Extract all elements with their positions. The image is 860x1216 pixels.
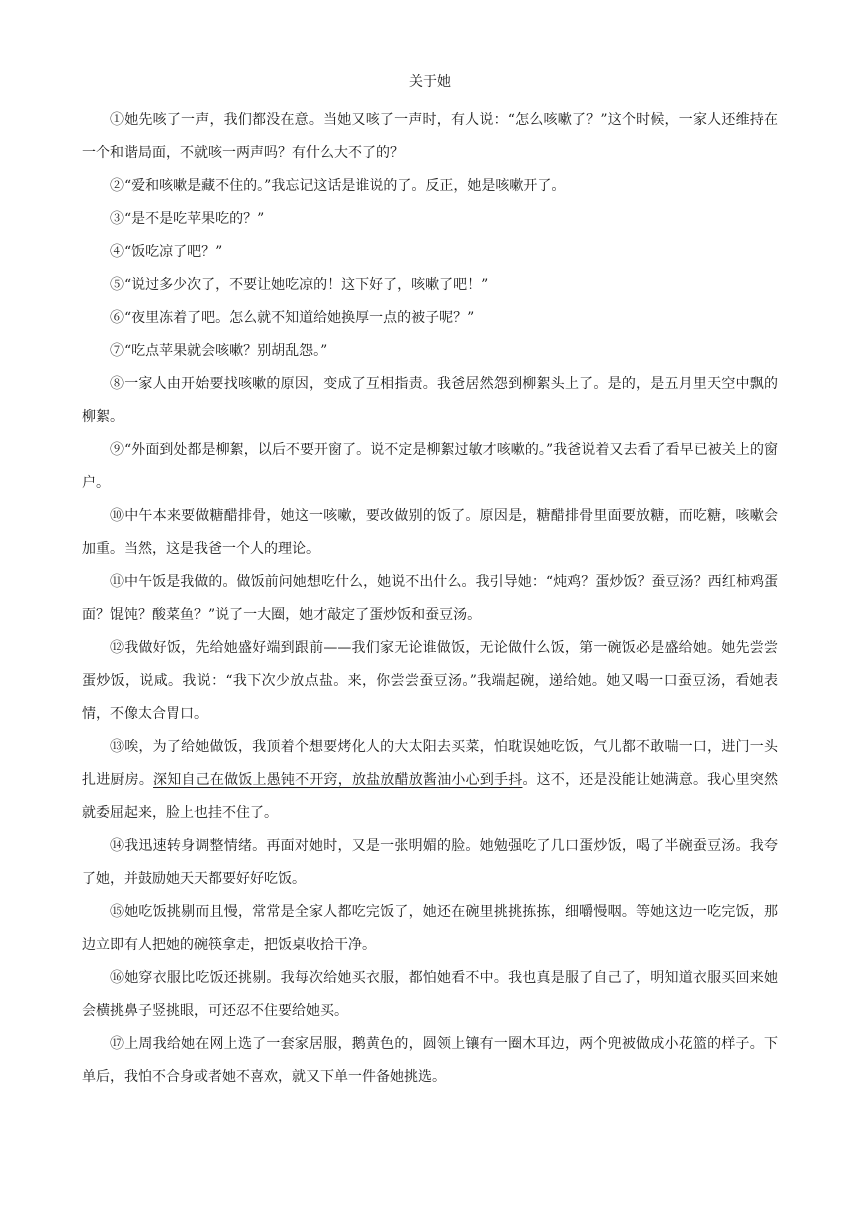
paragraph-6: ⑥“夜里冻着了吧。怎么就不知道给她换厚一点的被子呢？” bbox=[110, 310, 475, 326]
paragraph-14: ⑭我迅速转身调整情绪。再面对她时，又是一张明媚的脸。她勉强吃了几口蛋炒饭，喝了半碗蚕豆汤。我夸了她，并鼓励她天天都要好好吃饭。 bbox=[82, 838, 778, 887]
paragraph-13-after: 。这不，还是没能让她满意。我心里突然就委屈起来，脸上也挂不住了。 bbox=[82, 772, 779, 821]
paragraph-15: ⑮她吃饭挑剔而且慢，常常是全家人都吃完饭了，她还在碗里挑挑拣拣，细嚼慢咽。等她这边一吃完饭，那边立即有人把她的碗筷拿走，把饭桌收拾干净。 bbox=[82, 904, 778, 953]
paragraph-11: ⑪中午饭是我做的。做饭前问她想吃什么，她说不出什么。我引导她：“炖鸡？蛋炒饭？蚕豆汤？西红柿鸡蛋面？馄饨？酸菜鱼？”说了一大圈，她才敲定了蛋炒饭和蚕豆汤。 bbox=[82, 574, 778, 623]
paragraph-13 bbox=[82, 731, 778, 830]
paragraph-3: ③“是不是吃苹果吃的？” bbox=[110, 211, 265, 227]
paragraph-8: ⑧一家人由开始要找咳嗽的原因，变成了互相指责。我爸居然怨到柳絮头上了。是的，是五月里天空中飘的柳絮。 bbox=[82, 376, 778, 425]
paragraph-13-before: ⑬唉，为了给她做饭，我顶着个想要烤化人的大太阳去买菜，怕耽误她吃饭，气儿都不敢喘一口，进门一头扎进厨房。 bbox=[82, 739, 778, 788]
paragraph-1: ①她先咳了一声，我们都没在意。当她又咳了一声时，有人说：“怎么咳嗽了？”这个时候，一家人还维持在一个和谐局面，不就咳一两声吗？有什么大不了的？ bbox=[82, 112, 778, 161]
paragraph-12: ⑫我做好饭，先给她盛好端到跟前——我们家无论谁做饭，无论做什么饭，第一碗饭必是盛给她。她先尝尝蛋炒饭，说咸。我说：“我下次少放点盐。来，你尝尝蚕豆汤。”我端起碗，递给她。她又喝一口蚕豆汤，看她表情，不像太合胃口。 bbox=[82, 640, 778, 722]
paragraph-5: ⑤“说过多少次了，不要让她吃凉的！这下好了，咳嗽了吧！” bbox=[110, 277, 489, 293]
article-title: 关于她 bbox=[409, 74, 451, 90]
paragraph-7: ⑦“吃点苹果就会咳嗽？别胡乱怨。” bbox=[110, 343, 328, 359]
paragraph-2: ②“爱和咳嗽是藏不住的。”我忘记这话是谁说的了。反正，她是咳嗽开了。 bbox=[110, 178, 566, 194]
paragraph-10: ⑩中午本来要做糖醋排骨，她这一咳嗽，要改做别的饭了。原因是，糖醋排骨里面要放糖，而吃糖，咳嗽会加重。当然，这是我爸一个人的理论。 bbox=[82, 508, 778, 557]
underlined-sentence: 深知自己在做饭上愚钝不开窍，放盐放醋放酱油小心到手抖 bbox=[153, 772, 523, 788]
paragraph-4: ④“饭吃凉了吧？” bbox=[110, 244, 223, 260]
paragraph-17: ⑰上周我给她在网上选了一套家居服，鹅黄色的，圆领上镶有一圈木耳边，两个兜被做成小花篮的样子。下单后，我怕不合身或者她不喜欢，就又下单一件备她挑选。 bbox=[82, 1036, 778, 1085]
paragraph-9: ⑨“外面到处都是柳絮，以后不要开窗了。说不定是柳絮过敏才咳嗽的。”我爸说着又去看了看早已被关上的窗户。 bbox=[82, 442, 778, 491]
paragraph-16: ⑯她穿衣服比吃饭还挑剔。我每次给她买衣服，都怕她看不中。我也真是服了自己了，明知道衣服买回来她会横挑鼻子竖挑眼，可还忍不住要给她买。 bbox=[82, 970, 778, 1019]
